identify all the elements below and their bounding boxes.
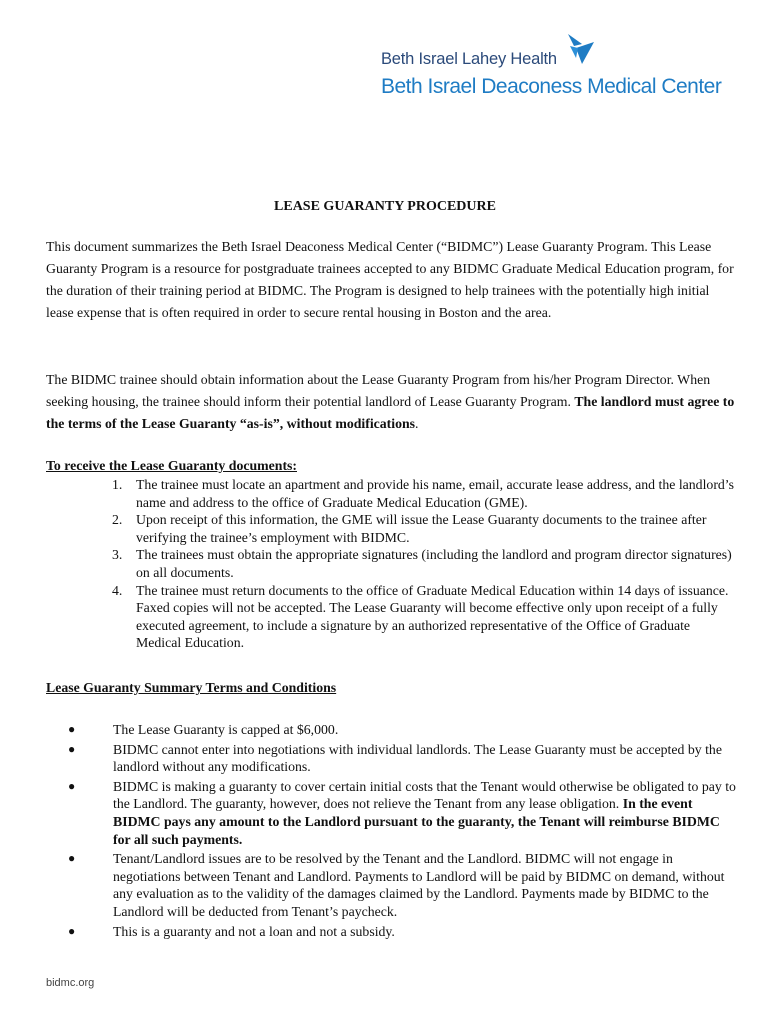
term-text: BIDMC is making a guaranty to cover certain initial costs that the Tenant would otherwise be obligated to pay to the Landlord. The guaranty, however, does not relieve the Tenant from any lease obligation.: [113, 778, 736, 812]
step-number: 2.: [112, 512, 123, 528]
step-number: 4.: [112, 582, 123, 598]
bullet-icon: ●: [68, 778, 76, 793]
step-item: [46, 511, 736, 546]
term-item: [46, 850, 736, 920]
landlord-agreement-bold: The landlord must agree to the terms of the Lease Guaranty “as-is”, without modifications: [46, 394, 735, 431]
logo-system-name: Beth Israel Lahey Health: [381, 50, 557, 68]
step-number: 3.: [112, 547, 123, 563]
step-item: [46, 546, 736, 581]
step-item: [46, 476, 736, 511]
bullet-icon: ●: [68, 741, 76, 756]
term-bold: In the event BIDMC pays any amount to the Landlord pursuant to the guaranty, the Tenant will reimburse BIDMC for all such payments.: [113, 796, 720, 847]
step-text: Upon receipt of this information, the GME will issue the Lease Guaranty documents to the trainee after verifying the trainee’s employment with BIDMC.: [136, 512, 707, 545]
term-item: [46, 741, 736, 776]
footer-url: bidmc.org: [46, 977, 95, 989]
step-text: The trainee must locate an apartment and provide his name, email, accurate lease address, and the landlord’s name and address to the office of Graduate Medical Education (GME).: [136, 477, 735, 510]
terms-list: [46, 721, 736, 942]
term-item: [46, 923, 736, 941]
term-text: The Lease Guaranty is capped at $6,000.: [113, 722, 339, 737]
bidmc-logo: [381, 34, 726, 104]
term-text: This is a guaranty and not a loan and not a subsidy.: [113, 923, 395, 939]
step-text: The trainee must return documents to the office of Graduate Medical Education within 14 days of issuance. Faxed copies will not be accepted. The Lease Guaranty will become effective only upon receipt of a fully executed agreement, to include a signature by an authorized representative of the Office of Graduate Medical Education.: [136, 582, 729, 651]
bullet-icon: ●: [68, 851, 76, 866]
bullet-icon: ●: [68, 722, 76, 736]
step-item: [46, 582, 736, 652]
intro-paragraph: This document summarizes the Beth Israel Deaconess Medical Center (“BIDMC”) Lease Guaranty Program. This Lease Guaranty Program is a resource for postgraduate trainees accepted to any BIDMC Graduate Medical Education program, for the duration of their training period at BIDMC. The Program is designed to help trainees with the potentially high initial lease expense that is often required in order to secure rental housing in Boston and the area.: [46, 239, 734, 320]
bird-wing-logo-icon: [564, 34, 594, 68]
obtain-end: .: [415, 416, 419, 431]
terms-heading: Lease Guaranty Summary Terms and Conditions: [46, 680, 337, 695]
step-number: 1.: [112, 477, 123, 492]
page-title: LEASE GUARANTY PROCEDURE: [274, 199, 496, 214]
step-text: The trainees must obtain the appropriate signatures (including the landlord and program director signatures) on all documents.: [136, 547, 732, 580]
term-text: BIDMC cannot enter into negotiations with individual landlords. The Lease Guaranty must be accepted by the landlord without any modifications.: [113, 741, 722, 775]
logo-center-name: Beth Israel Deaconess Medical Center: [381, 75, 722, 98]
steps-list: [46, 476, 736, 652]
obtain-info-paragraph: [46, 369, 736, 435]
term-item: [46, 721, 736, 739]
term-item: [46, 778, 736, 848]
term-text: Tenant/Landlord issues are to be resolved by the Tenant and the Landlord. BIDMC will not engage in negotiations between Tenant and Landlord. Payments to Landlord will be paid by BIDMC on demand, without any evaluation as to the validity of the damages claimed by the Landlord. Payments made by BIDMC to the Landlord will be deducted from Tenant’s paycheck.: [113, 851, 725, 919]
bullet-icon: ●: [68, 923, 76, 938]
receive-documents-heading: To receive the Lease Guaranty documents:: [46, 458, 297, 473]
obtain-text: The BIDMC trainee should obtain information about the Lease Guaranty Program from his/her Program Director. When seeking housing, the trainee should inform their potential landlord of Lease Guaranty Program.: [46, 372, 711, 409]
